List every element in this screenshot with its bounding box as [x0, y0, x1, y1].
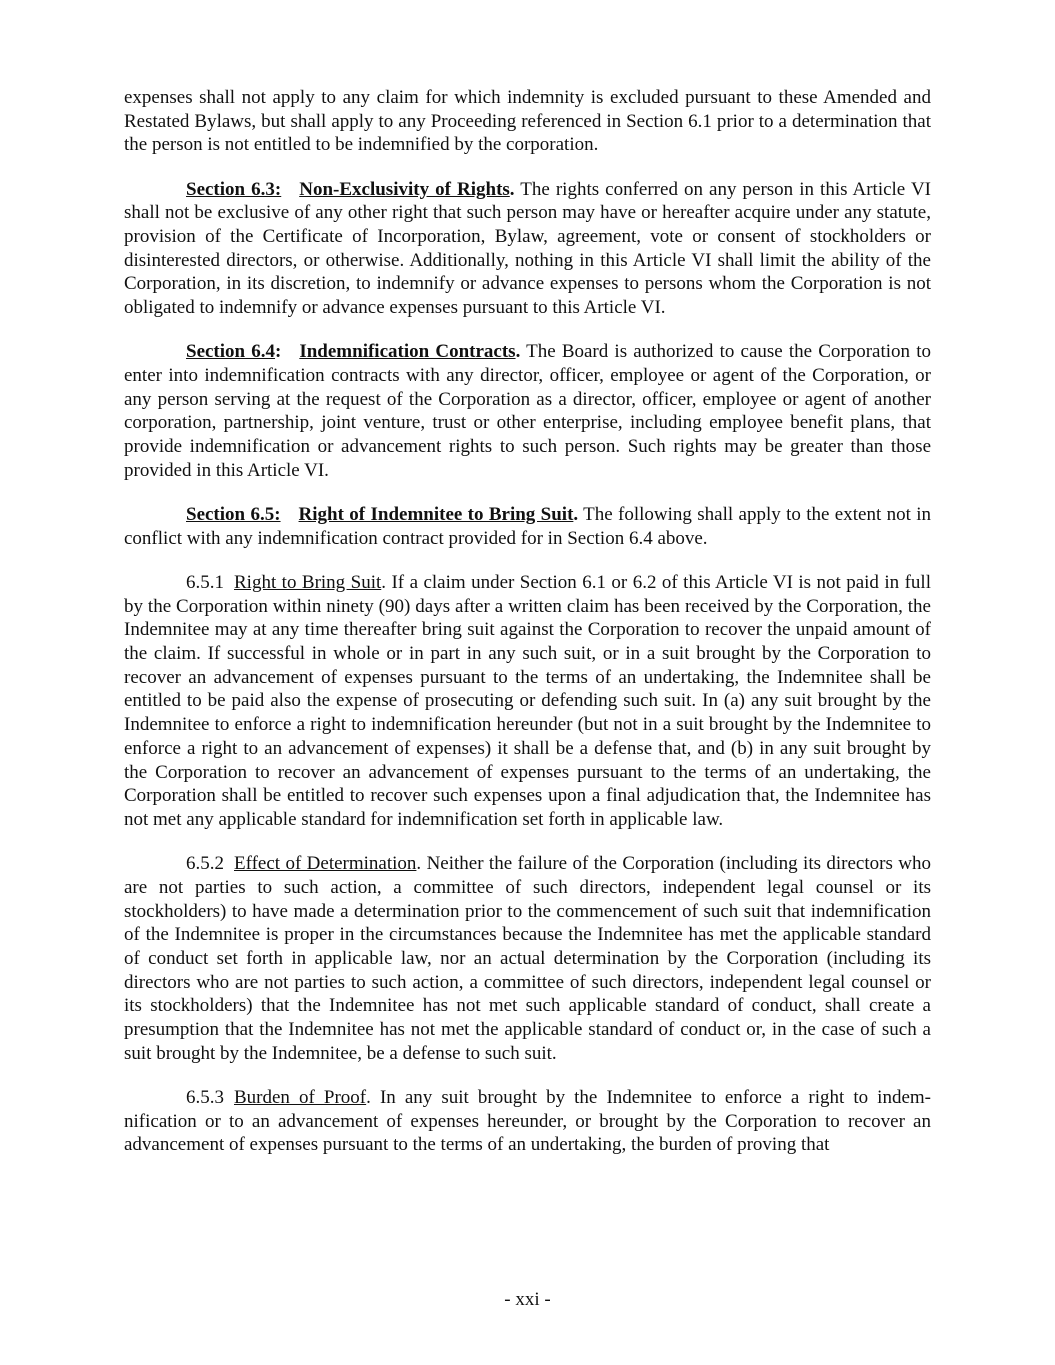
subsection-title: Burden of Proof: [234, 1087, 367, 1109]
document-page: [124, 86, 931, 1178]
section-number: Section 6.3:: [186, 178, 282, 200]
section-body: The rights conferred on any person in this Article VI shall not be exclusive of any other right that such person may have or hereafter acquire under any statute, provision of the Certificate of Incorporation, Bylaw, agreement, vote or consent of stockholders or disinterested directors, or otherwise. Additionally, nothing in this Article VI shall limit the ability of the Corporation, in its discretion, to indemnify or advance expenses to persons whom the Corporation is not obligated to indemnify or advance expenses pursuant to this Article VI.: [124, 178, 931, 319]
subsection-6-5-2: [124, 852, 931, 1065]
subsection-title: Effect of Determination: [234, 853, 417, 875]
subsection-number: 6.5.1: [186, 571, 224, 593]
section-title: Indemnification Contracts: [299, 341, 516, 363]
section-6-4: Section 6.4: Indemnification Contracts. The Board is authorized to cause the Corporation to enter into indemnification contracts with any director, officer, employee or agent of the Corporation, or any person serving at the request of the Corporation as a director, officer, employee or agent of another corporation, partnership, joint venture, trust or other enterprise, including employee benefit plans, that provide indemnification or advancement rights to such person. Such rights may be greater than those provided in this Article VI.: [124, 341, 931, 481]
page-number: - xxi -: [504, 1289, 551, 1310]
section-number: Section 6.4: [186, 341, 276, 363]
subsection-body: . Neither the failure of the Corporation (including its directors who are not parties to such action, a committee of such directors, independent legal counsel or its stockholders) to have made a determination prior to the commencement of such suit that indemnification of the Indemnitee is proper in the circumstances because the Indemnitee has met the applicable standard of conduct set forth in applicable law, nor an actual determination by the Corporation (including its directors who are not parties to such action, a committee of such directors, independent legal counsel or its stockholders) that the Indemnitee has not met such applicable standard of conduct, shall create a presumption that the Indemnitee has not met the applicable standard of conduct or, in the case of such a suit brought by the Indemnitee, be a defense to such suit.: [124, 853, 931, 1064]
subsection-6-5-3: [124, 1086, 931, 1157]
section-title: Non-Exclusivity of Rights: [299, 178, 510, 200]
section-6-3: Section 6.3: Non-Exclusivity of Rights. The rights conferred on any person in this Article VI shall not be exclusive of any other right that such person may have or hereafter acquire under any statute, provision of the Certificate of Incorporation, Bylaw, agreement, vote or consent of stockholders or disinterested directors, or otherwise. Additionally, nothing in this Article VI shall limit the ability of the Corporation, in its discretion, to indemnify or advance expenses to persons whom the Corporation is not obligated to indemnify or advance expenses pursuant to this Article VI.: [124, 178, 931, 319]
paragraph-continuation: expenses shall not apply to any claim for which indemnity is excluded pursuant to these Amended and Restated Bylaws, but shall apply to any Proceeding referenced in Section 6.1 prior to a determination that the person is not entitled to be indemnified by the corporation.: [124, 87, 931, 156]
subsection-title: Right to Bring Suit: [234, 571, 382, 593]
subsection-number: 6.5.2: [186, 853, 224, 875]
subsection-body: . If a claim under Section 6.1 or 6.2 of this Article VI is not paid in full by the Corporation within ninety (90) days after a written claim has been received by the Corporation, the Indemnitee may at any time thereafter bring suit against the Corporation to recover the unpaid amount of the claim. If successful in whole or in part in any such suit, or in a suit brought by the Corporation to recover an advancement of expenses pursuant to the terms of an undertaking, the Indemnitee shall be entitled to be paid also the expense of prosecuting or defending such suit. In (a) any suit brought by the Indemnitee to enforce a right to indemnification hereunder (but not in a suit brought by the Indemnitee to enforce a right to an advancement of expenses) it shall be a defense that, and (b) in any suit brought by the Corporation to recover an advancement of expenses pursuant to the terms of an undertaking, the Corporation shall be entitled to recover such expenses upon a final adjudication that, the Indemnitee has not met any applicable standard for indemnification set forth in applicable law.: [124, 571, 931, 830]
subsection-6-5-1: [124, 571, 931, 832]
section-body: The following shall apply to the extent not in conflict with any indemnification contract provided for in Section 6.4 above.: [124, 504, 931, 549]
section-6-5: Section 6.5: Right of Indemnitee to Bring Suit. The following shall apply to the extent not in conflict with any indemnification contract provided for in Section 6.4 above.: [124, 504, 931, 549]
subsection-number: 6.5.3: [186, 1087, 224, 1109]
subsection-body: . In any suit brought by the Indemnitee to enforce a right to indem-nification or to an advancement of expenses hereunder, or brought by the Corporation to recover an advancement of expenses pursuant to the terms of an undertaking, the burden of proving that: [124, 1087, 932, 1156]
section-number: Section 6.5:: [186, 504, 281, 526]
section-body: The Board is authorized to cause the Corporation to enter into indemnification contracts with any director, officer, employee or agent of the Corporation, or any person serving at the request of the Corporation as a director, officer, employee or agent of another corporation, partnership, joint venture, trust or other enterprise, including employee benefit plans, that provide indemnification or advancement rights to such person. Such rights may be greater than those provided in this Article VI.: [124, 341, 931, 481]
section-title: Right of Indemnitee to Bring Suit: [298, 504, 574, 526]
